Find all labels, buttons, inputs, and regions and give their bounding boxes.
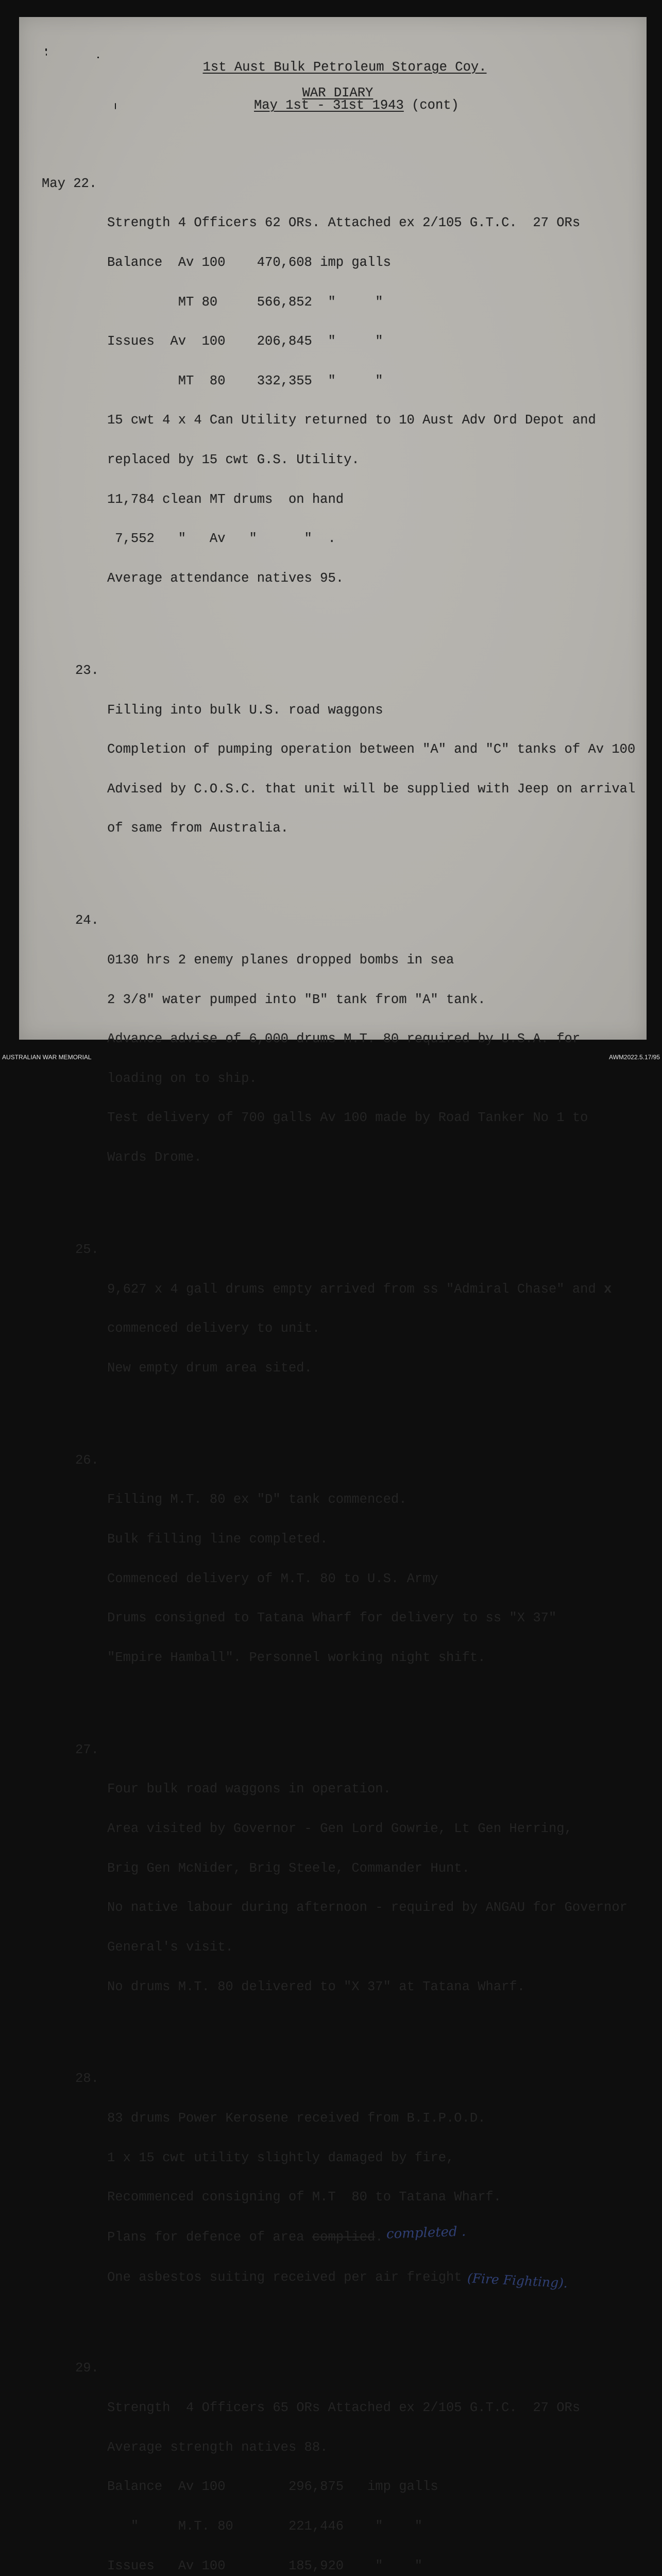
entry-line: Bulk filling line completed. xyxy=(107,1531,328,1547)
entry-line: Average strength natives 88. xyxy=(107,2439,328,2455)
entry-line: 0130 hrs 2 enemy planes dropped bombs in sea xyxy=(107,952,454,968)
entry-line: Wards Drome. xyxy=(107,1150,202,1165)
entry-line: Advised by C.O.S.C. that unit will be supplied with Jeep on arrival xyxy=(107,781,636,796)
entry-date-label: May 22. xyxy=(42,176,97,191)
entry-line: General's visit. xyxy=(107,1939,233,1955)
subtitle-text: WAR DIARY xyxy=(302,85,374,100)
entry-line: MT 80 566,852 " " xyxy=(107,294,383,310)
entry-line-text: Plans for defence of area xyxy=(107,2229,312,2245)
entry-line: 2 3/8" water pumped into "B" tank from "A" tank. xyxy=(107,992,486,1007)
entry-27 xyxy=(0,1743,662,2020)
entry-25 xyxy=(0,1243,662,1401)
entry-line: Filling M.T. 80 ex "D" tank commenced. xyxy=(107,1492,407,1507)
entry-line: No native labour during afternoon - required by ANGAU for Governor xyxy=(107,1900,627,1916)
entry-date-label: 29. xyxy=(75,2361,99,2376)
entry-date-label: 24. xyxy=(75,913,99,928)
entry-line: Recommenced consigning of M.T 80 to Tatana Wharf. xyxy=(107,2190,502,2205)
entry-line: of same from Australia. xyxy=(107,821,288,836)
archive-credit: AUSTRALIAN WAR MEMORIAL xyxy=(2,1054,92,1061)
period-text: May 1st - 31st 1943 xyxy=(254,98,404,113)
entry-date-label: 27. xyxy=(75,1742,99,1757)
struck-out-word: complied xyxy=(312,2229,376,2245)
ink-mark xyxy=(45,48,47,51)
entry-line: Filling into bulk U.S. road waggons xyxy=(107,702,383,718)
document-title xyxy=(187,47,487,74)
entry-line: Test delivery of 700 galls Av 100 made by Road Tanker No 1 to xyxy=(107,1110,588,1126)
entry-line: Strength 4 Officers 65 ORs Attached ex 2/105 G.T.C. 27 ORs xyxy=(107,2400,581,2416)
entry-line: Balance Av 100 470,608 imp galls xyxy=(107,255,391,270)
entry-line: "Empire Hamball". Personnel working night shift. xyxy=(107,1650,486,1665)
ink-mark xyxy=(46,54,47,56)
entry-date-label: 28. xyxy=(75,2071,99,2087)
entry-line xyxy=(0,2224,662,2245)
handwritten-correction: completed . xyxy=(386,2224,466,2242)
overstrike-mark: x xyxy=(604,1281,612,1297)
document-subtitle xyxy=(286,73,373,99)
archive-reference: AWM2022.5.17/95 xyxy=(609,1054,660,1061)
entry-line: " M.T. 80 221,446 " " xyxy=(107,2518,423,2534)
entry-line: loading on to ship. xyxy=(107,1071,257,1086)
entry-line: Commenced delivery of M.T. 80 to U.S. Army xyxy=(107,1571,438,1586)
entry-line: MT 80 332,355 " " xyxy=(107,373,383,388)
entry-line: Completion of pumping operation between "A" and "C" tanks of Av 100 xyxy=(107,742,636,757)
entry-line: 83 drums Power Kerosene received from B.I.P.O.D. xyxy=(107,2111,486,2126)
entry-line: 1 x 15 cwt utility slightly damaged by fire, xyxy=(107,2150,454,2165)
entry-line: No drums M.T. 80 delivered to "X 37" at Tatana Wharf. xyxy=(107,1979,525,1994)
entry-line: Issues Av 100 185,920 " " xyxy=(107,2558,423,2573)
entry-line: Strength 4 Officers 62 ORs. Attached ex 2/105 G.T.C. 27 ORs xyxy=(107,215,581,231)
entry-line: commenced delivery to unit. xyxy=(107,1321,320,1336)
entry-line: Balance Av 100 296,875 imp galls xyxy=(107,2479,438,2495)
entry-date-label: 23. xyxy=(75,663,99,678)
entry-line xyxy=(0,2269,662,2291)
entry-line: Area visited by Governor - Gen Lord Gowrie, Lt Gen Herring, xyxy=(107,1821,572,1836)
entry-line: Issues Av 100 206,845 " " xyxy=(107,334,383,349)
diary-entries xyxy=(0,138,662,2576)
document-period xyxy=(254,99,459,112)
entry-line: 15 cwt 4 x 4 Can Utility returned to 10 Aust Adv Ord Depot and xyxy=(107,413,596,428)
entry-29 xyxy=(0,2362,662,2576)
entry-24 xyxy=(0,914,662,1190)
entry-line: Drums consigned to Tatana Wharf for delivery to ss "X 37" xyxy=(107,1611,557,1626)
entry-line: New empty drum area sited. xyxy=(107,1360,312,1376)
entry-line: Brig Gen McNider, Brig Steele, Commander Hunt. xyxy=(107,1860,470,1876)
entry-line: 11,784 clean MT drums on hand xyxy=(107,492,344,507)
entry-may-22 xyxy=(0,177,662,612)
entry-date-label: 25. xyxy=(75,1242,99,1257)
entry-line-punctuation: . xyxy=(375,2229,383,2245)
entry-line: Average attendance natives 95. xyxy=(107,571,344,586)
entry-line: 7,552 " Av " " . xyxy=(107,531,336,547)
ink-mark xyxy=(97,57,99,58)
ink-mark xyxy=(115,103,116,109)
entry-line: Four bulk road waggons in operation. xyxy=(107,1782,391,1797)
entry-line-text: One asbestos suiting received per air freight xyxy=(107,2269,462,2285)
entry-28 xyxy=(0,2072,662,2309)
period-suffix: (cont) xyxy=(412,98,459,113)
entry-date-label: 26. xyxy=(75,1452,99,1468)
entry-23 xyxy=(0,664,662,861)
entry-line-text: 9,627 x 4 gall drums empty arrived from ss "Admiral Chase" and xyxy=(107,1281,596,1297)
entry-line: Advance advise of 6,000 drums M.T. 80 required by U.S.A. for xyxy=(107,1031,581,1047)
entry-line: replaced by 15 cwt G.S. Utility. xyxy=(107,452,360,468)
handwritten-note: (Fire Fighting). xyxy=(466,2270,568,2291)
entry-line xyxy=(0,1283,662,1296)
entry-26 xyxy=(0,1454,662,1691)
title-text: 1st Aust Bulk Petroleum Storage Coy. xyxy=(202,59,487,75)
